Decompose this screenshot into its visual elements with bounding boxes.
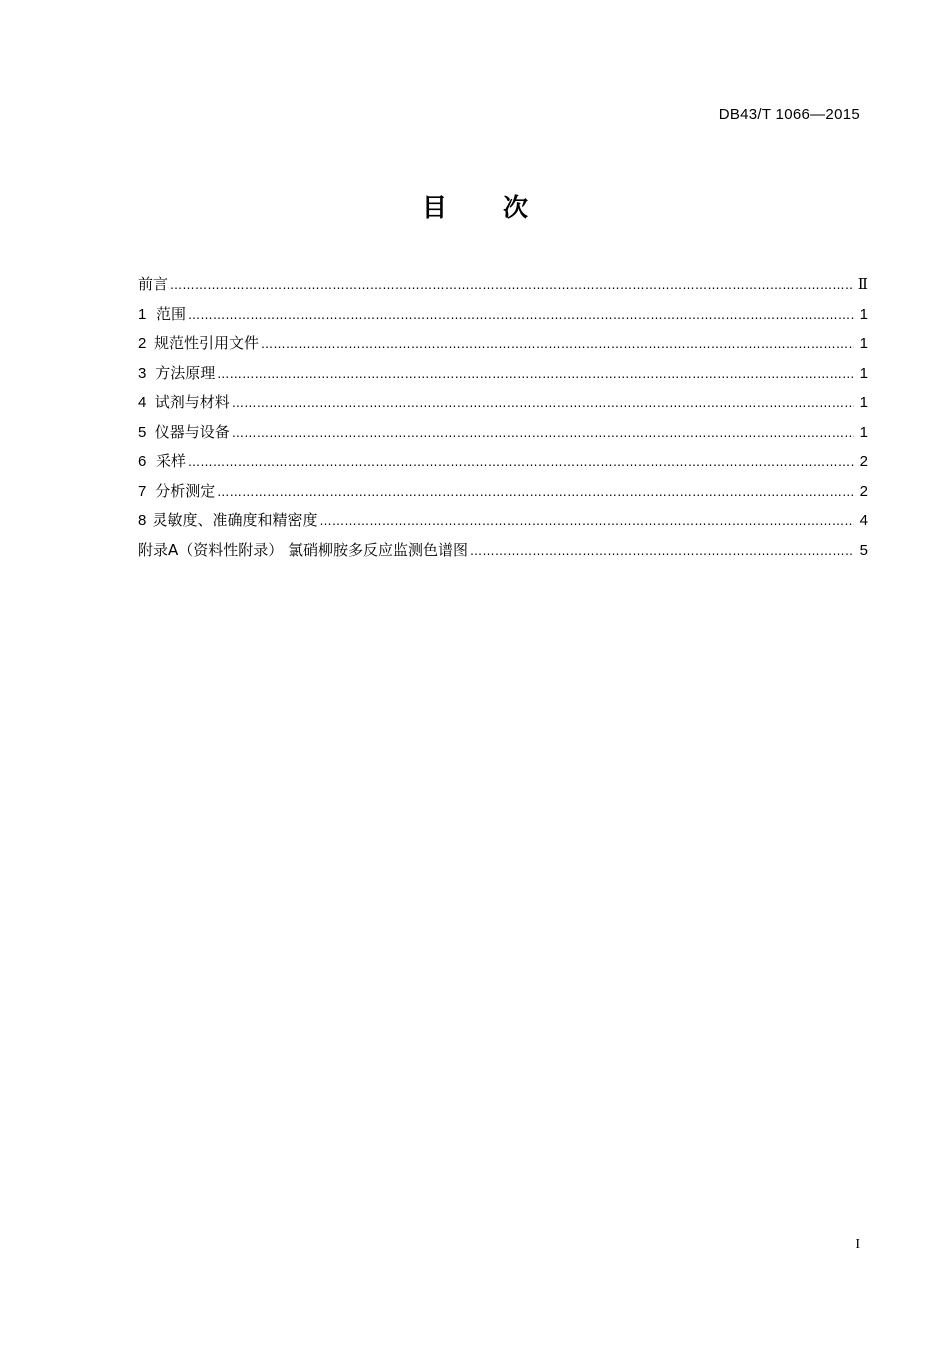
toc-leader-dots — [217, 478, 854, 508]
toc-entry-page: 4 — [859, 512, 868, 529]
toc-entry-6[interactable] — [138, 447, 868, 477]
title-char-1: 目 — [421, 193, 447, 222]
toc-entry-label: 范围 — [155, 304, 186, 323]
toc-entry-foreword[interactable] — [138, 270, 868, 300]
toc-entry-page: 1 — [859, 423, 868, 441]
toc-entry-4[interactable] — [138, 388, 868, 418]
toc-leader-dots — [232, 389, 854, 419]
title-char-2: 次 — [503, 193, 529, 222]
toc-entry-number: 3 — [138, 364, 147, 382]
toc-leader-dots — [170, 271, 854, 301]
toc-entry-5[interactable] — [138, 418, 868, 448]
page-number: I — [855, 1237, 860, 1252]
toc-entry-page: 2 — [859, 453, 868, 470]
toc-entry-label: 规范性引用文件 — [154, 334, 260, 352]
toc-entry-appendix-a[interactable] — [138, 536, 868, 566]
toc-leader-dots — [261, 330, 854, 360]
toc-entry-label: 方法原理 — [155, 363, 216, 382]
document-code: DB43/T 1066—2015 — [718, 106, 860, 123]
toc-entry-label: 前言 — [138, 275, 169, 293]
toc-entry-number: 1 — [138, 305, 147, 323]
toc-entry-page: 1 — [859, 394, 868, 411]
toc-entry-page: 1 — [859, 305, 868, 323]
toc-entry-3[interactable] — [138, 359, 868, 389]
toc-entry-label: 仪器与设备 — [154, 422, 230, 441]
page-title — [0, 188, 950, 224]
toc-leader-dots — [188, 448, 854, 478]
toc-entry-label: 分析测定 — [155, 481, 216, 500]
toc-entry-label: 试剂与材料 — [154, 393, 230, 411]
toc-entry-label: 灵敏度、准确度和精密度 — [152, 511, 318, 529]
toc-leader-dots — [188, 301, 854, 331]
toc-entry-page: 2 — [859, 482, 868, 500]
toc-entry-label: 采样 — [155, 452, 186, 470]
toc-leader-dots — [232, 419, 854, 449]
toc-entry-number: 7 — [138, 482, 147, 500]
toc-entry-page: 5 — [859, 541, 868, 559]
toc-entry-2[interactable] — [138, 329, 868, 359]
toc-entry-label: 附录A（资料性附录） 氯硝柳胺多反应监测色谱图 — [138, 540, 469, 559]
toc-entry-8[interactable] — [138, 506, 868, 536]
toc-entry-number: 5 — [138, 423, 147, 441]
toc-leader-dots — [319, 507, 854, 537]
table-of-contents — [138, 270, 868, 565]
toc-entry-number: 8 — [138, 512, 147, 529]
toc-entry-1[interactable] — [138, 300, 868, 330]
toc-entry-page: 1 — [859, 335, 868, 352]
toc-entry-page: Ⅱ — [857, 277, 868, 293]
toc-entry-7[interactable] — [138, 477, 868, 507]
toc-entry-page: 1 — [859, 364, 868, 382]
toc-entry-number: 2 — [138, 335, 147, 352]
toc-entry-number: 4 — [138, 394, 147, 411]
toc-entry-number: 6 — [138, 453, 147, 470]
toc-leader-dots — [470, 537, 854, 567]
toc-leader-dots — [217, 360, 854, 390]
